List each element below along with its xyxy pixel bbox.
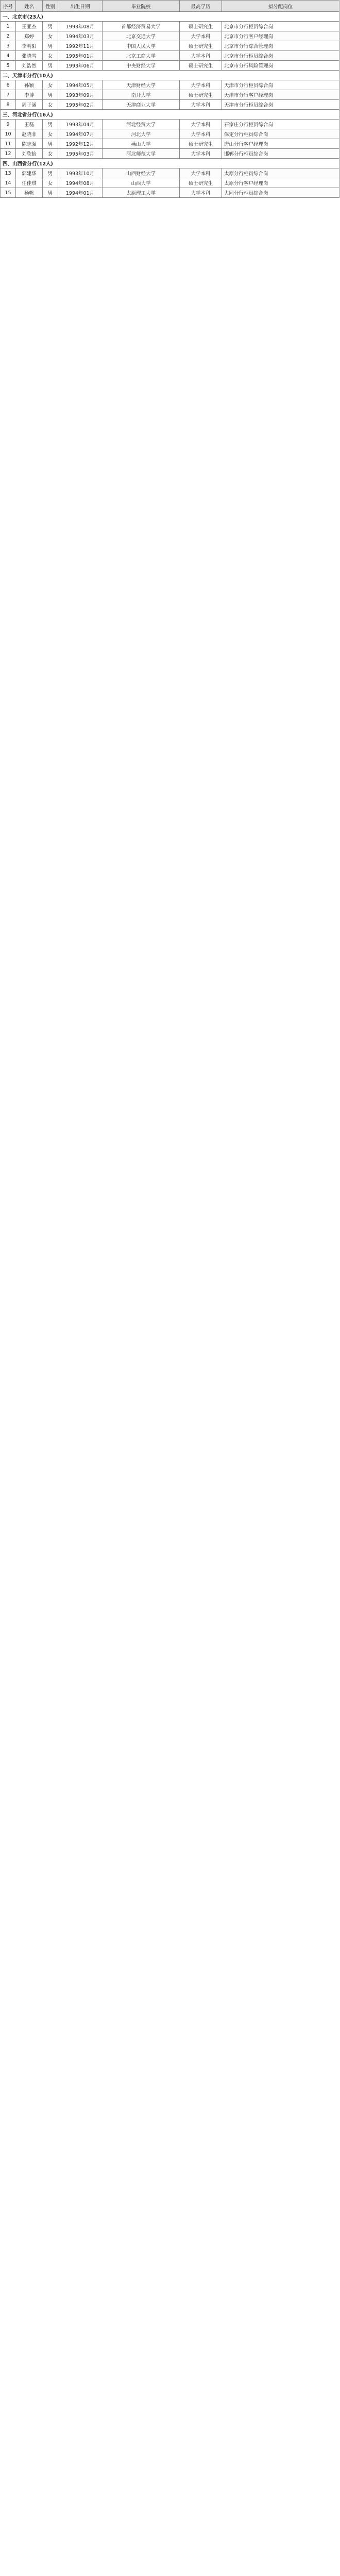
cell-position: 北京市分行柜员综合岗 — [222, 51, 339, 61]
header-degree: 最高学历 — [180, 1, 222, 12]
table-row — [1, 51, 339, 61]
cell-name: 张晓雪 — [16, 51, 43, 61]
cell-position: 大同分行柜员综合岗 — [222, 188, 339, 198]
cell-birthdate: 1994年07月 — [58, 129, 103, 139]
section-row — [1, 12, 339, 22]
cell-name: 孙颖 — [16, 80, 43, 90]
section-row — [1, 110, 339, 120]
cell-degree: 大学本科 — [180, 31, 222, 41]
cell-gender: 女 — [43, 51, 58, 61]
cell-index: 15 — [1, 188, 16, 198]
cell-position: 石家庄分行柜员综合岗 — [222, 120, 339, 129]
cell-name: 刘浩然 — [16, 61, 43, 71]
cell-name: 陈志强 — [16, 139, 43, 149]
cell-birthdate: 1995年03月 — [58, 149, 103, 159]
cell-birthdate: 1994年03月 — [58, 31, 103, 41]
cell-index: 2 — [1, 31, 16, 41]
header-school: 毕业院校 — [103, 1, 180, 12]
cell-index: 12 — [1, 149, 16, 159]
table-row — [1, 31, 339, 41]
table-row — [1, 80, 339, 90]
cell-position: 太原分行客户经理岗 — [222, 178, 339, 188]
cell-degree: 硕士研究生 — [180, 61, 222, 71]
cell-school: 河北师范大学 — [103, 149, 180, 159]
cell-gender: 男 — [43, 120, 58, 129]
cell-name: 郭建华 — [16, 168, 43, 178]
section-row — [1, 71, 339, 80]
cell-index: 5 — [1, 61, 16, 71]
table-body — [1, 12, 339, 198]
cell-name: 刘欣怡 — [16, 149, 43, 159]
cell-gender: 男 — [43, 41, 58, 51]
cell-gender: 女 — [43, 129, 58, 139]
cell-name: 任佳琪 — [16, 178, 43, 188]
table-row — [1, 61, 339, 71]
section-row — [1, 159, 339, 168]
cell-degree: 硕士研究生 — [180, 139, 222, 149]
cell-position: 唐山分行客户经理岗 — [222, 139, 339, 149]
section-title: 四、山西省分行(12人) — [1, 159, 339, 168]
cell-position: 北京市分行风险管理岗 — [222, 61, 339, 71]
cell-name: 周子涵 — [16, 100, 43, 110]
cell-school: 燕山大学 — [103, 139, 180, 149]
cell-degree: 大学本科 — [180, 188, 222, 198]
cell-position: 天津市分行柜员综合岗 — [222, 100, 339, 110]
cell-position: 天津市分行柜员综合岗 — [222, 80, 339, 90]
cell-degree: 大学本科 — [180, 120, 222, 129]
cell-gender: 男 — [43, 168, 58, 178]
cell-degree: 大学本科 — [180, 149, 222, 159]
cell-index: 13 — [1, 168, 16, 178]
cell-name: 王磊 — [16, 120, 43, 129]
cell-degree: 大学本科 — [180, 100, 222, 110]
cell-name: 李博 — [16, 90, 43, 100]
cell-index: 3 — [1, 41, 16, 51]
cell-school: 中央财经大学 — [103, 61, 180, 71]
cell-birthdate: 1992年11月 — [58, 41, 103, 51]
cell-birthdate: 1994年08月 — [58, 178, 103, 188]
cell-name: 王亚杰 — [16, 22, 43, 31]
cell-position: 北京市分行柜员综合岗 — [222, 22, 339, 31]
cell-index: 8 — [1, 100, 16, 110]
cell-school: 山西财经大学 — [103, 168, 180, 178]
cell-school: 北京交通大学 — [103, 31, 180, 41]
cell-position: 天津市分行客户经理岗 — [222, 90, 339, 100]
table-row — [1, 168, 339, 178]
cell-position: 北京市分行综合管理岗 — [222, 41, 339, 51]
cell-degree: 大学本科 — [180, 168, 222, 178]
table-row — [1, 90, 339, 100]
table-row — [1, 139, 339, 149]
cell-school: 中国人民大学 — [103, 41, 180, 51]
cell-gender: 女 — [43, 178, 58, 188]
section-title: 一、北京市(23人) — [1, 12, 339, 22]
cell-birthdate: 1995年02月 — [58, 100, 103, 110]
cell-degree: 大学本科 — [180, 80, 222, 90]
cell-degree: 硕士研究生 — [180, 41, 222, 51]
cell-index: 1 — [1, 22, 16, 31]
cell-index: 11 — [1, 139, 16, 149]
cell-birthdate: 1993年04月 — [58, 120, 103, 129]
table-row — [1, 41, 339, 51]
cell-birthdate: 1993年08月 — [58, 22, 103, 31]
cell-birthdate: 1995年01月 — [58, 51, 103, 61]
cell-degree: 大学本科 — [180, 129, 222, 139]
cell-degree: 硕士研究生 — [180, 22, 222, 31]
cell-name: 赵晓菲 — [16, 129, 43, 139]
header-name: 姓名 — [16, 1, 43, 12]
cell-name: 李明阳 — [16, 41, 43, 51]
cell-index: 6 — [1, 80, 16, 90]
table-row — [1, 178, 339, 188]
cell-position: 保定分行柜员综合岗 — [222, 129, 339, 139]
cell-index: 14 — [1, 178, 16, 188]
cell-gender: 女 — [43, 100, 58, 110]
cell-index: 7 — [1, 90, 16, 100]
cell-school: 北京工商大学 — [103, 51, 180, 61]
cell-gender: 男 — [43, 61, 58, 71]
cell-school: 山西大学 — [103, 178, 180, 188]
cell-degree: 硕士研究生 — [180, 178, 222, 188]
cell-name: 杨帆 — [16, 188, 43, 198]
header-gender: 性别 — [43, 1, 58, 12]
cell-index: 4 — [1, 51, 16, 61]
cell-index: 9 — [1, 120, 16, 129]
table-row — [1, 188, 339, 198]
header-position: 拟分配岗位 — [222, 1, 339, 12]
cell-gender: 男 — [43, 188, 58, 198]
header-index: 序号 — [1, 1, 16, 12]
table-row — [1, 22, 339, 31]
cell-school: 河北大学 — [103, 129, 180, 139]
cell-school: 天津商业大学 — [103, 100, 180, 110]
cell-gender: 女 — [43, 31, 58, 41]
cell-gender: 女 — [43, 149, 58, 159]
cell-birthdate: 1993年06月 — [58, 61, 103, 71]
cell-school: 天津财经大学 — [103, 80, 180, 90]
cell-birthdate: 1994年05月 — [58, 80, 103, 90]
table-row — [1, 129, 339, 139]
cell-position: 北京市分行客户经理岗 — [222, 31, 339, 41]
cell-position: 邯郸分行柜员综合岗 — [222, 149, 339, 159]
cell-gender: 女 — [43, 80, 58, 90]
table-header-row — [1, 1, 339, 12]
table-row — [1, 120, 339, 129]
cell-degree: 大学本科 — [180, 51, 222, 61]
header-birthdate: 出生日期 — [58, 1, 103, 12]
table-row — [1, 100, 339, 110]
cell-position: 太原分行柜员综合岗 — [222, 168, 339, 178]
section-title: 三、河北省分行(16人) — [1, 110, 339, 120]
cell-gender: 男 — [43, 90, 58, 100]
cell-name: 郑婷 — [16, 31, 43, 41]
section-title: 二、天津市分行(10人) — [1, 71, 339, 80]
cell-birthdate: 1994年01月 — [58, 188, 103, 198]
recruitment-list-table — [0, 0, 339, 198]
cell-school: 南开大学 — [103, 90, 180, 100]
cell-index: 10 — [1, 129, 16, 139]
cell-gender: 男 — [43, 22, 58, 31]
cell-gender: 男 — [43, 139, 58, 149]
cell-birthdate: 1993年09月 — [58, 90, 103, 100]
cell-school: 首都经济贸易大学 — [103, 22, 180, 31]
cell-birthdate: 1993年10月 — [58, 168, 103, 178]
cell-degree: 硕士研究生 — [180, 90, 222, 100]
table-row — [1, 149, 339, 159]
cell-birthdate: 1992年12月 — [58, 139, 103, 149]
cell-school: 河北经贸大学 — [103, 120, 180, 129]
cell-school: 太原理工大学 — [103, 188, 180, 198]
